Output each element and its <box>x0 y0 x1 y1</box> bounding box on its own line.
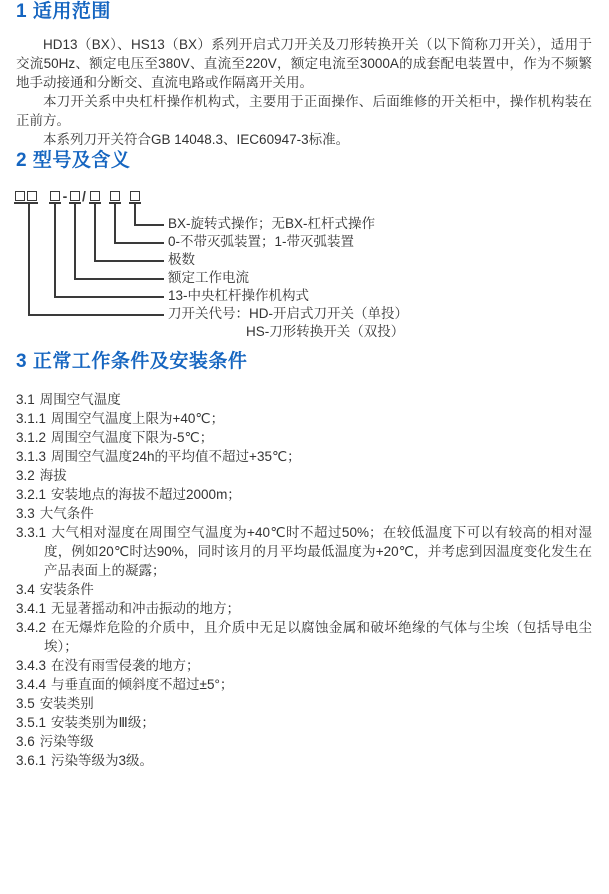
section-2-heading: 2 型号及含义 <box>16 150 131 171</box>
item-number: 3.3 <box>16 506 35 521</box>
item-text: 安装类别 <box>39 696 94 711</box>
item-number: 3.5 <box>16 696 35 711</box>
condition-item <box>16 447 592 466</box>
item-text: 污染等级为3级。 <box>51 753 154 768</box>
condition-item <box>16 466 592 485</box>
condition-item <box>16 390 592 409</box>
diagram-label-switch-code-hd: 刀开关代号：HD-开启式刀开关（单投） <box>168 306 408 321</box>
diagram-label-poles: 极数 <box>168 252 195 267</box>
item-number: 3.1.1 <box>16 411 47 426</box>
model-code-box <box>27 191 37 201</box>
condition-item <box>16 523 592 580</box>
item-text: 周围空气温度24h的平均值不超过+35℃； <box>51 449 301 464</box>
item-text: 在没有雨雪侵袭的地方； <box>51 658 200 673</box>
connector-line <box>94 202 96 262</box>
condition-item <box>16 694 592 713</box>
model-code-box <box>15 191 25 201</box>
item-text: 无显著摇动和冲击振动的地方； <box>51 601 241 616</box>
section-1-heading: 1 适用范围 <box>16 1 111 22</box>
box-underline <box>14 202 38 204</box>
item-text: 海拔 <box>39 468 67 483</box>
connector-line <box>74 202 76 280</box>
item-number: 3.6 <box>16 734 35 749</box>
leader-line <box>114 242 164 244</box>
item-number: 3.1.2 <box>16 430 47 445</box>
item-text: 周围空气温度上限为+40℃； <box>51 411 225 426</box>
item-text: 安装条件 <box>39 582 94 597</box>
condition-item <box>16 428 592 447</box>
diagram-label-arc-device: 0-不带灭弧装置；1-带灭弧装置 <box>168 234 355 249</box>
condition-item <box>16 504 592 523</box>
connector-line <box>54 202 56 298</box>
model-code-box <box>90 191 100 201</box>
condition-item <box>16 675 592 694</box>
item-number: 3.2.1 <box>16 487 47 502</box>
connector-line <box>134 202 136 226</box>
item-number: 3.5.1 <box>16 715 47 730</box>
item-text: 周围空气温度下限为-5℃； <box>51 430 214 445</box>
item-text: 安装地点的海拔不超过2000m； <box>51 487 241 502</box>
item-number: 3.1 <box>16 392 35 407</box>
leader-line <box>74 278 164 280</box>
slash-separator: / <box>82 188 86 204</box>
diagram-label-mechanism: 13-中央杠杆操作机构式 <box>168 288 310 303</box>
item-number: 3.4.2 <box>16 620 47 635</box>
connector-line <box>28 202 30 316</box>
leader-line <box>94 260 164 262</box>
paragraph: 本系列刀开关符合GB 14048.3、IEC60947-3标准。 <box>43 132 350 147</box>
item-text: 与垂直面的倾斜度不超过±5°； <box>51 677 234 692</box>
item-text: 大气条件 <box>39 506 94 521</box>
condition-item <box>16 751 592 770</box>
item-number: 3.4.4 <box>16 677 47 692</box>
condition-item <box>16 599 592 618</box>
item-number: 3.2 <box>16 468 35 483</box>
item-text: 周围空气温度 <box>39 392 121 407</box>
item-number: 3.1.3 <box>16 449 47 464</box>
paragraph: HD13（BX）、HS13（BX）系列开启式刀开关及刀形转换开关（以下简称刀开关），适用于交流50Hz、额定电压至380V、直流至220V，额定电流至3000A的成套配电装置中，作为不频繁地手动接通和分断交、直流电路或作隔离开关用。 <box>16 37 592 90</box>
paragraph: 本刀开关系中央杠杆操作机构式，主要用于正面操作、后面维修的开关柜中，操作机构装在正前方。 <box>16 94 592 128</box>
model-code-box <box>110 191 120 201</box>
item-number: 3.6.1 <box>16 753 47 768</box>
diagram-label-operation-type: BX-旋转式操作；无BX-杠杆式操作 <box>168 216 376 231</box>
item-number: 3.4 <box>16 582 35 597</box>
leader-line <box>134 224 164 226</box>
section-3-heading: 3 正常工作条件及安装条件 <box>16 351 248 372</box>
item-text: 大气相对湿度在周围空气温度为+40℃时不超过50%；在较低温度下可以有较高的相对湿度，例如20℃时达90%，同时该月的月平均最低温度为+20℃，并考虑到因温度变化发生在产品表面上的凝露； <box>44 525 592 578</box>
connector-line <box>114 202 116 244</box>
section-1-body <box>16 35 592 149</box>
item-number: 3.4.3 <box>16 658 47 673</box>
item-text: 安装类别为Ⅲ级； <box>51 715 155 730</box>
leader-line <box>54 296 164 298</box>
leader-line <box>28 314 164 316</box>
item-text: 污染等级 <box>39 734 94 749</box>
item-number: 3.3.1 <box>16 525 47 540</box>
condition-item <box>16 656 592 675</box>
section-3-body <box>16 390 592 770</box>
model-code-box <box>50 191 60 201</box>
item-number: 3.4.1 <box>16 601 47 616</box>
diagram-label-switch-code-hs: HS-刀形转换开关（双投） <box>246 324 405 339</box>
dash-separator: - <box>62 188 68 204</box>
condition-item <box>16 580 592 599</box>
diagram-label-rated-current: 额定工作电流 <box>168 270 249 285</box>
model-code-box <box>130 191 140 201</box>
condition-item <box>16 713 592 732</box>
item-text: 在无爆炸危险的介质中，且介质中无足以腐蚀金属和破坏绝缘的气体与尘埃（包括导电尘埃）； <box>44 620 592 654</box>
model-designation-diagram <box>0 190 609 350</box>
condition-item <box>16 732 592 751</box>
condition-item <box>16 409 592 428</box>
condition-item <box>16 485 592 504</box>
condition-item <box>16 618 592 656</box>
